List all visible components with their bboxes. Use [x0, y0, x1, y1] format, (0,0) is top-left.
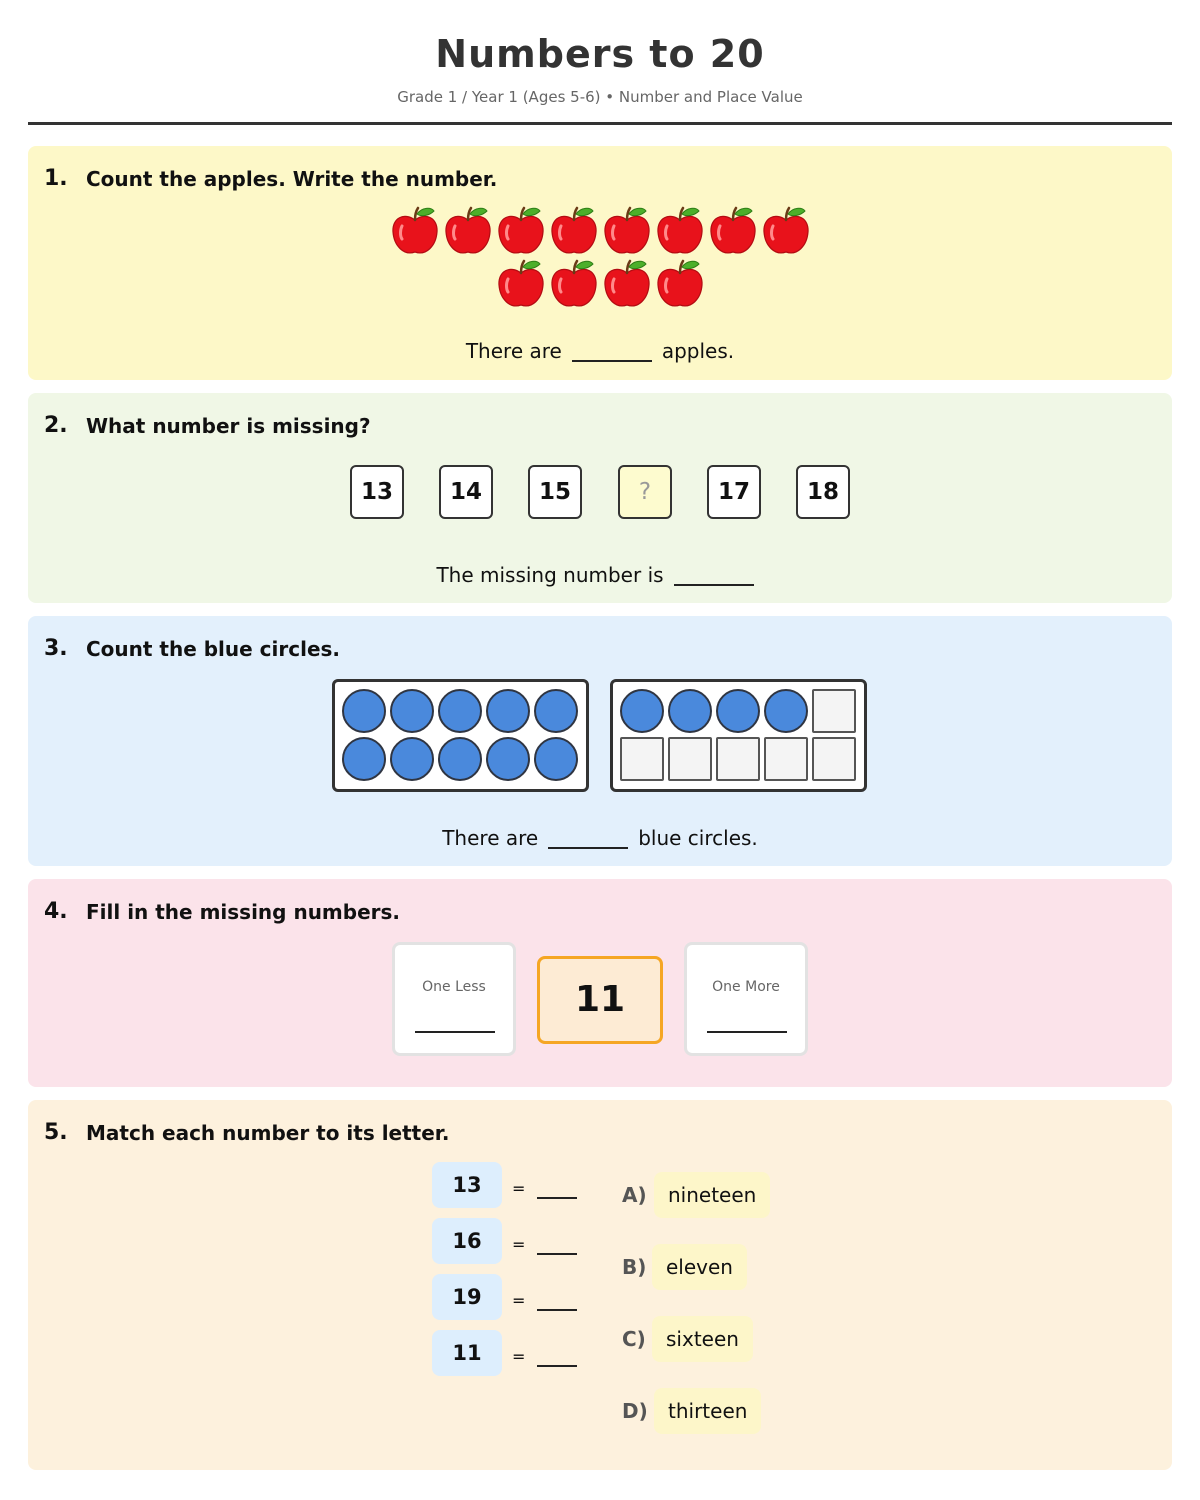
- match-number: 16: [432, 1218, 502, 1264]
- option-word: eleven: [652, 1244, 747, 1290]
- blue-circle: [390, 689, 434, 733]
- answer-prefix: The missing number is: [436, 563, 664, 587]
- blue-circle: [438, 689, 482, 733]
- blue-circle: [764, 689, 808, 733]
- one-less-card[interactable]: [392, 942, 516, 1056]
- apple-icon: [443, 206, 493, 258]
- blue-circle: [620, 689, 664, 733]
- page-title: Numbers to 20: [435, 32, 765, 76]
- answer-sentence: [28, 826, 1172, 850]
- blue-circle: [486, 689, 530, 733]
- blue-circle: [534, 689, 578, 733]
- sequence-box: 18: [796, 465, 850, 519]
- empty-cell: [812, 689, 856, 733]
- empty-cell: [716, 737, 760, 781]
- apple-icon: [549, 206, 599, 258]
- option-letter: D): [622, 1399, 648, 1423]
- one-more-blank[interactable]: [707, 1031, 787, 1033]
- ten-frame-left: [332, 679, 589, 792]
- apple-icon: [655, 259, 705, 311]
- page-subtitle: Grade 1 / Year 1 (Ages 5-6) • Number and Place Value: [397, 88, 803, 106]
- match-number: 19: [432, 1274, 502, 1320]
- option-letter: A): [622, 1183, 647, 1207]
- blue-circle: [342, 689, 386, 733]
- center-number-card: 11: [537, 956, 663, 1044]
- answer-sentence: [28, 339, 1172, 363]
- question-text: Count the blue circles.: [86, 637, 341, 661]
- question-text: What number is missing?: [86, 414, 371, 438]
- question-text: Match each number to its letter.: [86, 1121, 450, 1145]
- answer-prefix: There are: [465, 339, 562, 363]
- equals-sign: =: [512, 1179, 526, 1198]
- option-letter: B): [622, 1255, 647, 1279]
- apple-icon: [496, 206, 546, 258]
- question-number: 5.: [44, 1120, 68, 1145]
- blue-circle: [668, 689, 712, 733]
- apple-icon: [549, 259, 599, 311]
- match-blank[interactable]: [537, 1253, 577, 1255]
- apple-icon: [390, 206, 440, 258]
- match-blank[interactable]: [537, 1365, 577, 1367]
- sequence-box: 15: [528, 465, 582, 519]
- one-less-blank[interactable]: [415, 1031, 495, 1033]
- blue-circle: [390, 737, 434, 781]
- worksheet-header: [0, 0, 1200, 126]
- match-number: 11: [432, 1330, 502, 1376]
- answer-blank[interactable]: [548, 829, 628, 849]
- sequence-box: 14: [439, 465, 493, 519]
- question-number: 4.: [44, 899, 68, 924]
- question-number: 3.: [44, 636, 68, 661]
- option-word: sixteen: [652, 1316, 753, 1362]
- empty-cell: [668, 737, 712, 781]
- apple-icon: [655, 206, 705, 258]
- empty-cell: [812, 737, 856, 781]
- blue-circle: [486, 737, 530, 781]
- question-number: 1.: [44, 166, 68, 191]
- question-1-section: [28, 146, 1172, 380]
- blue-circle: [342, 737, 386, 781]
- match-number: 13: [432, 1162, 502, 1208]
- blue-circle: [716, 689, 760, 733]
- question-number: 2.: [44, 413, 68, 438]
- equals-sign: =: [512, 1291, 526, 1310]
- apple-icon: [496, 259, 546, 311]
- empty-cell: [620, 737, 664, 781]
- equals-sign: =: [512, 1347, 526, 1366]
- apple-icon: [602, 206, 652, 258]
- sequence-box: 13: [350, 465, 404, 519]
- question-2-section: [28, 393, 1172, 603]
- blue-circle: [534, 737, 578, 781]
- equals-sign: =: [512, 1235, 526, 1254]
- one-less-label: One Less: [422, 979, 486, 995]
- apple-icon: [761, 206, 811, 258]
- answer-blank[interactable]: [674, 566, 754, 586]
- one-more-card[interactable]: [684, 942, 808, 1056]
- match-blank[interactable]: [537, 1309, 577, 1311]
- option-word: thirteen: [654, 1388, 761, 1434]
- answer-suffix: blue circles.: [638, 826, 758, 850]
- apple-icon: [602, 259, 652, 311]
- answer-prefix: There are: [442, 826, 539, 850]
- answer-blank[interactable]: [572, 342, 652, 362]
- question-4-section: [28, 879, 1172, 1087]
- option-word: nineteen: [654, 1172, 770, 1218]
- question-5-section: [28, 1100, 1172, 1470]
- answer-sentence: [28, 563, 1172, 587]
- question-3-section: [28, 616, 1172, 866]
- missing-number-box[interactable]: ?: [618, 465, 672, 519]
- apple-icon: [708, 206, 758, 258]
- ten-frame-right: [610, 679, 867, 792]
- match-blank[interactable]: [537, 1197, 577, 1199]
- blue-circle: [438, 737, 482, 781]
- header-divider: [28, 122, 1172, 125]
- sequence-box: 17: [707, 465, 761, 519]
- answer-suffix: apples.: [661, 339, 735, 363]
- question-text: Count the apples. Write the number.: [86, 167, 498, 191]
- empty-cell: [764, 737, 808, 781]
- question-text: Fill in the missing numbers.: [86, 900, 401, 924]
- one-more-label: One More: [712, 979, 780, 995]
- option-letter: C): [622, 1327, 646, 1351]
